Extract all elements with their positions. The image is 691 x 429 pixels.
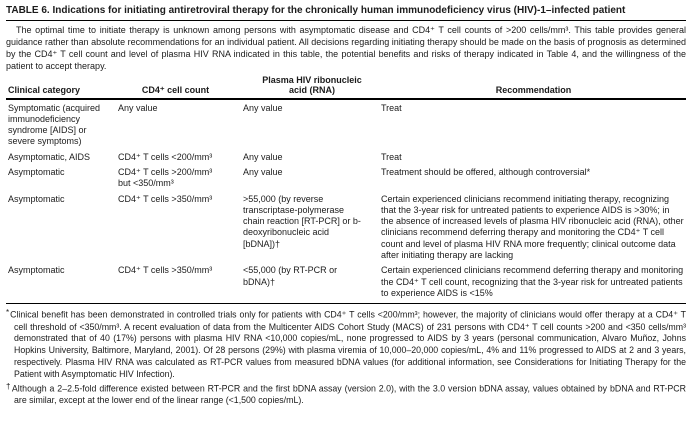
- table-header-row: [6, 75, 686, 100]
- cell-plasma-rna: Any value: [243, 151, 283, 162]
- header-clinical-category: Clinical category: [8, 85, 81, 95]
- table-row: [6, 167, 686, 190]
- cell-recommendation: Certain experienced clinicians recommend deferring therapy and monitoring the CD4⁺ T cell count, recognizing that the 3-year risk for untreated patients to experience AIDS is <15%: [381, 265, 684, 298]
- header-recommendation: Recommendation: [495, 85, 572, 95]
- cell-cd4-count: CD4⁺ T cells <200/mm³: [118, 151, 213, 162]
- table-row: [6, 152, 686, 163]
- footnote-asterisk: [6, 307, 686, 380]
- table-row: [6, 103, 686, 148]
- footnotes-section: [6, 307, 686, 406]
- cell-recommendation: Treat: [381, 102, 402, 113]
- cell-recommendation: Treatment should be offered, although controversial*: [381, 166, 591, 177]
- footnote-divider: [6, 303, 686, 304]
- cell-clinical-category: Asymptomatic: [8, 193, 65, 204]
- cell-cd4-count: CD4⁺ T cells >350/mm³: [118, 193, 213, 204]
- cell-plasma-rna: Any value: [243, 102, 283, 113]
- table-row: [6, 265, 686, 299]
- cell-plasma-rna: <55,000 (by RT-PCR or bDNA)†: [243, 265, 338, 287]
- cell-recommendation: Certain experienced clinicians recommend initiating therapy, recognizing that the 3-year risk for untreated patients to experience AIDS is >30%; in the absence of increased levels of plasma HIV ribonucleic acid (RNA), other clinicians recommend deferring therapy and monitoring the CD4⁺ T cell count and level of plasma HIV RNA more frequently; clinical outcome data after initiating therapy are lacking: [381, 193, 684, 261]
- table-row: [6, 194, 686, 262]
- cell-clinical-category: Asymptomatic, AIDS: [8, 151, 91, 162]
- footnote-dagger: [6, 381, 686, 407]
- cell-cd4-count: Any value: [118, 102, 158, 113]
- footnote-text: Although a 2–2.5-fold difference existed between RT-PCR and the first bDNA assay (version 2.0), with the 3.0 version bDNA assay, values obtained by bDNA and RT-PCR are similar, except at the lower end of the linear range (<1,500 copies/mL).: [11, 383, 687, 405]
- cell-plasma-rna: >55,000 (by reverse transcriptase-polymerase chain reaction [RT-PCR] or b-deoxyribonucleic acid [bDNA])†: [243, 193, 361, 249]
- footnote-text: Clinical benefit has been demonstrated in controlled trials only for patients with CD4⁺ T cells <200/mm³; however, the majority of clinicians would offer therapy at a CD4⁺ T cell threshold of <350/mm³. A recent evaluation of data from the Multicenter AIDS Cohort Study (MACS) of 231 persons with CD4⁺ T cell counts >200 and <350 cells/mm³ demonstrated that of 40 (17%) persons with plasma HIV RNA <10,000 copies/mL, none progressed to AIDS by 3 years (personal communication, Alvaro Muñoz, Johns Hopkins University, Baltimore, Maryland, 2001). Of 28 persons (29%) with plasma viremia of 10,000–20,000 copies/mL, 4% and 11% progressed to AIDS at 2 and 3 years, respectively. Plasma HIV RNA was calculated as RT-PCR values from measured bDNA values (for additional information, see Considerations for Initiating Therapy for the Patient with Asymptomatic HIV Infection).: [10, 309, 686, 379]
- dagger-marker: †: [6, 381, 11, 391]
- title-divider: [6, 20, 686, 21]
- cell-clinical-category: Symptomatic (acquired immunodeficiency syndrome [AIDS] or severe symptoms): [8, 102, 101, 147]
- table-body: [6, 100, 686, 300]
- cell-cd4-count: CD4⁺ T cells >200/mm³ but <350/mm³: [118, 166, 213, 189]
- cell-clinical-category: Asymptomatic: [8, 166, 65, 177]
- header-plasma-hiv-rna: Plasma HIV ribonucleic acid (RNA): [262, 74, 362, 95]
- table-title: TABLE 6. Indications for initiating antiretroviral therapy for the chronically human immunodeficiency virus (HIV)-1–infected patient: [6, 5, 626, 16]
- cell-recommendation: Treat: [381, 151, 402, 162]
- cell-cd4-count: CD4⁺ T cells >350/mm³: [118, 265, 213, 276]
- cell-clinical-category: Asymptomatic: [8, 265, 65, 276]
- header-cd4-cell-count: CD4⁺ cell count: [141, 85, 210, 95]
- intro-paragraph: The optimal time to initiate therapy is unknown among persons with asymptomatic disease and CD4⁺ T cell counts of >200 cells/mm³. This table provides general guidance rather than absolute recommendations for an individual patient. All decisions regarding initiating therapy should be made on the basis of prognosis as determined by the CD4⁺ T cell count and level of plasma HIV RNA indicated in this table, the potential benefits and risks of therapy indicated in Table 4, and the willingness of the patient to accept therapy.: [6, 24, 686, 71]
- cell-plasma-rna: Any value: [243, 166, 283, 177]
- asterisk-marker: *: [6, 308, 10, 318]
